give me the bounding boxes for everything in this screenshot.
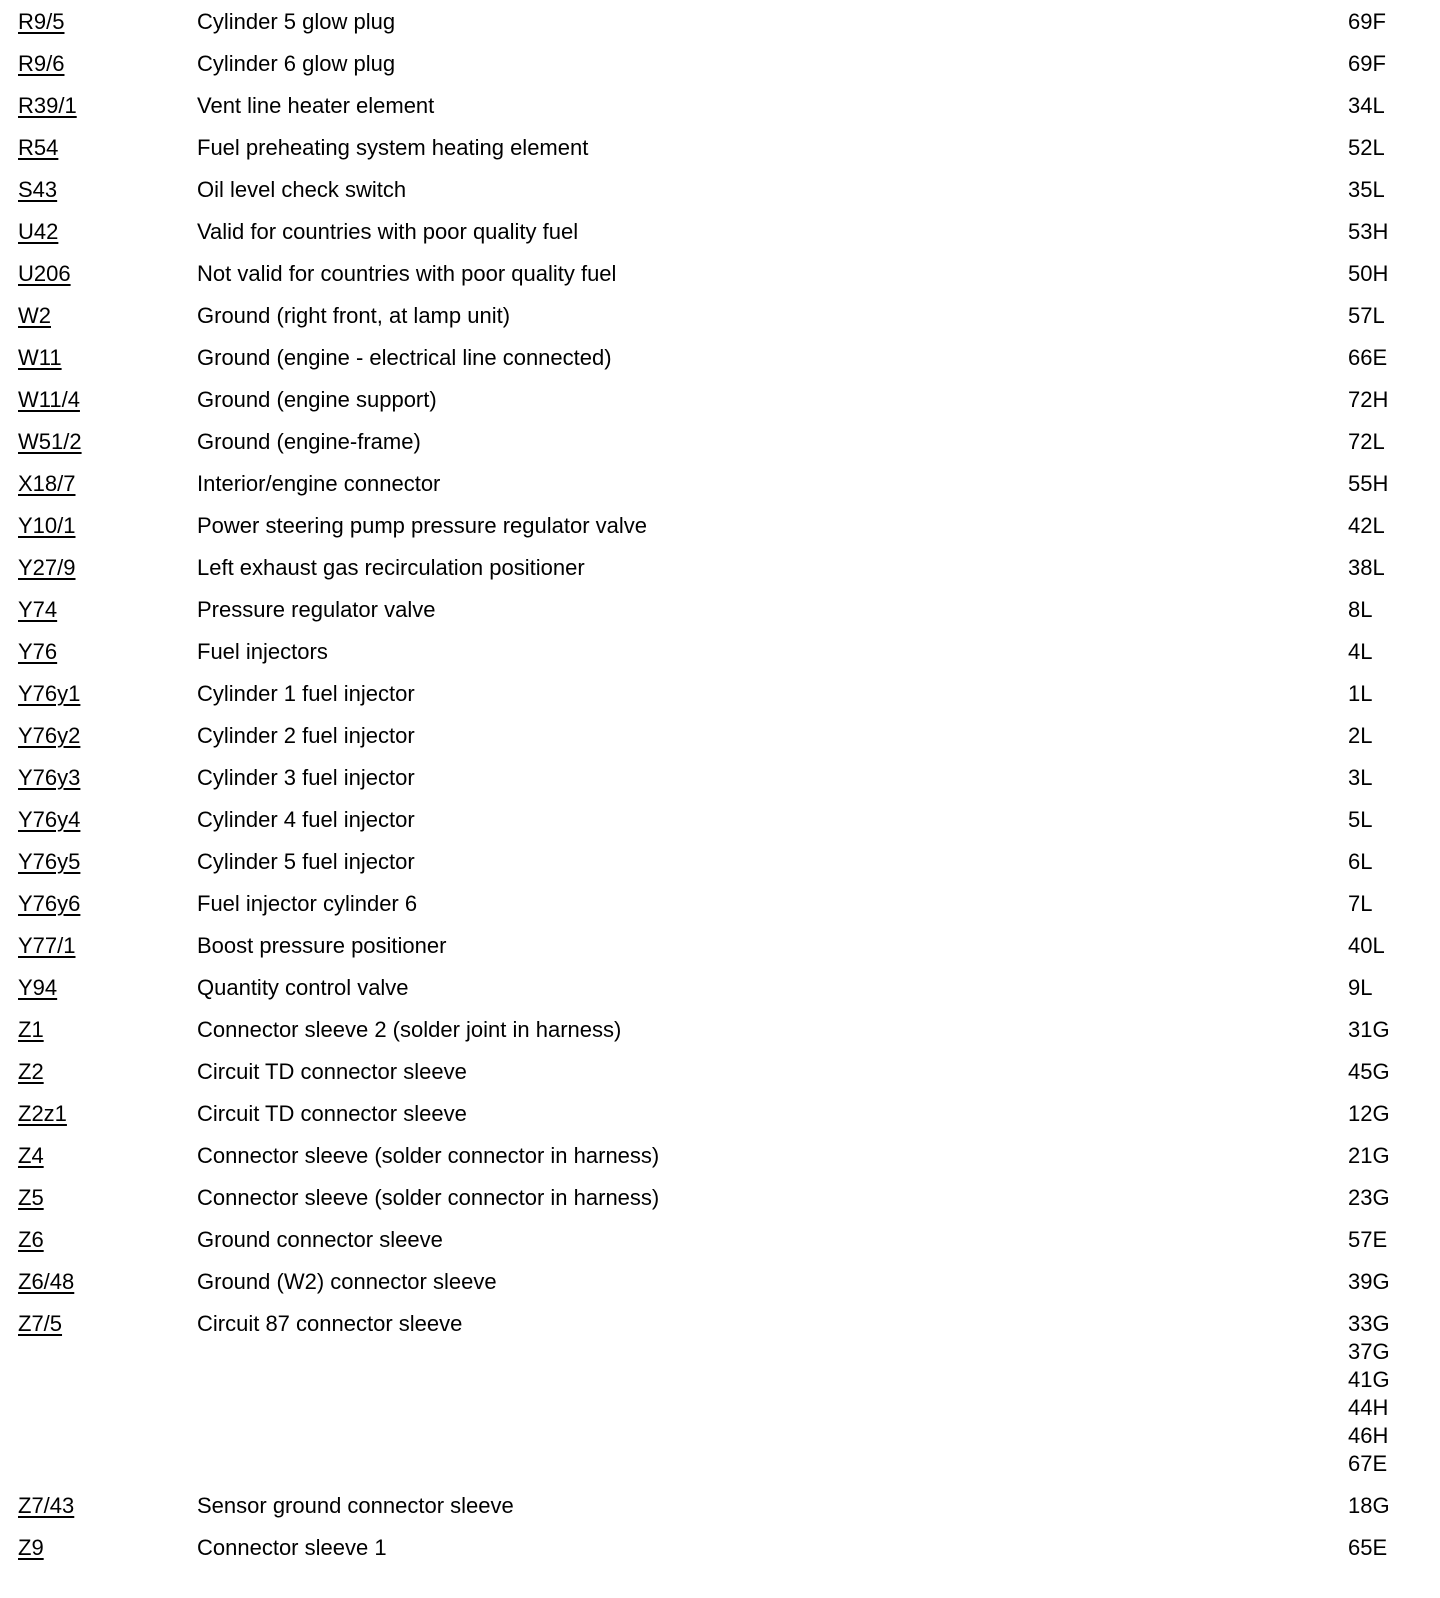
component-location-cell <box>1348 176 1440 204</box>
component-location: 8L <box>1348 597 1373 622</box>
component-description: Ground (engine support) <box>197 387 437 412</box>
component-code-link[interactable]: Y76y3 <box>18 765 81 790</box>
component-description: Interior/engine connector <box>197 471 441 496</box>
component-description: Cylinder 4 fuel injector <box>197 807 415 832</box>
legend-row <box>0 379 1440 421</box>
component-code-cell <box>18 1184 197 1212</box>
component-location: 69F <box>1348 9 1386 34</box>
component-code-cell <box>18 1142 197 1170</box>
component-code-cell <box>18 680 197 708</box>
component-description: Connector sleeve (solder connector in harness) <box>197 1143 660 1168</box>
component-code-link[interactable]: Y76y1 <box>18 681 81 706</box>
component-description: Ground connector sleeve <box>197 1227 443 1252</box>
component-location: 69F <box>1348 51 1386 76</box>
component-code-cell <box>18 1268 197 1296</box>
component-location: 21G <box>1348 1143 1390 1168</box>
component-location-cell <box>1348 134 1440 162</box>
component-code-cell <box>18 176 197 204</box>
component-location-cell <box>1348 1492 1440 1520</box>
component-description: Cylinder 5 fuel injector <box>197 849 415 874</box>
component-code-link[interactable]: Y76y5 <box>18 849 81 874</box>
component-location: 72H <box>1348 387 1389 412</box>
component-code-cell <box>18 218 197 246</box>
legend-row <box>0 1177 1440 1219</box>
component-location-cell <box>1348 428 1440 456</box>
legend-row <box>0 883 1440 925</box>
component-code-link[interactable]: Y76 <box>18 639 58 664</box>
component-location: 31G <box>1348 1017 1390 1042</box>
component-description: Cylinder 5 glow plug <box>197 9 396 34</box>
component-code-cell <box>18 638 197 666</box>
component-code-link[interactable]: Z6/48 <box>18 1269 75 1294</box>
component-code-link[interactable]: Z4 <box>18 1143 44 1168</box>
component-code-cell <box>18 554 197 582</box>
component-description: Ground (W2) connector sleeve <box>197 1269 497 1294</box>
component-location: 6L <box>1348 849 1373 874</box>
legend-row <box>0 1527 1440 1569</box>
legend-row <box>0 505 1440 547</box>
component-code-cell <box>18 1100 197 1128</box>
component-location-cell <box>1348 512 1440 540</box>
component-location-cell <box>1348 1142 1440 1170</box>
component-location: 4L <box>1348 639 1373 664</box>
legend-row <box>0 421 1440 463</box>
component-location-cell <box>1348 260 1440 288</box>
component-location-cell <box>1348 1100 1440 1128</box>
legend-row <box>0 127 1440 169</box>
component-location: 44H <box>1348 1395 1389 1420</box>
legend-row <box>0 43 1440 85</box>
component-location-cell <box>1348 92 1440 120</box>
component-location-cell <box>1348 8 1440 36</box>
component-code-link[interactable]: Z1 <box>18 1017 44 1042</box>
component-location: 57L <box>1348 303 1385 328</box>
component-code-link[interactable]: Y76y6 <box>18 891 81 916</box>
component-location: 40L <box>1348 933 1385 958</box>
component-location: 23G <box>1348 1185 1390 1210</box>
component-location: 57E <box>1348 1227 1388 1252</box>
legend-row <box>0 841 1440 883</box>
component-description: Circuit TD connector sleeve <box>197 1101 467 1126</box>
component-location: 33G <box>1348 1311 1390 1336</box>
component-code-cell <box>18 764 197 792</box>
component-code-cell <box>18 890 197 918</box>
component-location-cell <box>1348 1534 1440 1562</box>
component-location-cell <box>1348 1058 1440 1086</box>
component-code-cell <box>18 596 197 624</box>
component-code-cell <box>18 932 197 960</box>
component-description: Ground (right front, at lamp unit) <box>197 303 511 328</box>
component-code-link[interactable]: S43 <box>18 177 58 202</box>
legend-row <box>0 673 1440 715</box>
component-location: 65E <box>1348 1535 1388 1560</box>
component-code-link[interactable]: W51/2 <box>18 429 82 454</box>
component-code-link[interactable]: Z5 <box>18 1185 44 1210</box>
component-location-cell <box>1348 806 1440 834</box>
component-description: Connector sleeve (solder connector in harness) <box>197 1185 660 1210</box>
legend-row <box>0 85 1440 127</box>
component-description: Ground (engine - electrical line connected) <box>197 345 612 370</box>
component-location: 37G <box>1348 1339 1390 1364</box>
component-code-link[interactable]: Z7/5 <box>18 1311 63 1336</box>
component-code-link[interactable]: Z7/43 <box>18 1493 75 1518</box>
component-location: 7L <box>1348 891 1373 916</box>
component-location-cell <box>1348 848 1440 876</box>
component-description: Power steering pump pressure regulator valve <box>197 513 648 538</box>
component-code-link[interactable]: W11/4 <box>18 387 80 412</box>
component-description: Cylinder 3 fuel injector <box>197 765 415 790</box>
component-code-cell <box>18 92 197 120</box>
component-location: 52L <box>1348 135 1385 160</box>
component-description: Circuit 87 connector sleeve <box>197 1311 463 1336</box>
legend-row <box>0 1261 1440 1303</box>
component-code-cell <box>18 1058 197 1086</box>
component-code-link[interactable]: R54 <box>18 135 59 160</box>
component-code-link[interactable]: Y10/1 <box>18 513 76 538</box>
legend-row <box>0 1135 1440 1177</box>
component-location-cell <box>1348 554 1440 582</box>
component-location: 67E <box>1348 1451 1388 1476</box>
legend-row <box>0 925 1440 967</box>
component-location: 50H <box>1348 261 1389 286</box>
component-description: Vent line heater element <box>197 93 435 118</box>
component-location-cell <box>1348 470 1440 498</box>
component-location-cell <box>1348 50 1440 78</box>
component-description: Not valid for countries with poor quality fuel <box>197 261 617 286</box>
component-location: 41G <box>1348 1367 1390 1392</box>
legend-row <box>0 589 1440 631</box>
component-location-cell <box>1348 638 1440 666</box>
component-location-cell <box>1348 1016 1440 1044</box>
component-description: Boost pressure positioner <box>197 933 447 958</box>
component-location: 18G <box>1348 1493 1390 1518</box>
component-description: Pressure regulator valve <box>197 597 436 622</box>
component-code-cell <box>18 344 197 372</box>
legend-row <box>0 967 1440 1009</box>
component-description: Cylinder 1 fuel injector <box>197 681 415 706</box>
component-location-cell <box>1348 1226 1440 1254</box>
component-code-link[interactable]: Z2 <box>18 1059 44 1084</box>
component-code-link[interactable]: W11 <box>18 345 62 370</box>
component-code-link[interactable]: Y27/9 <box>18 555 76 580</box>
legend-row <box>0 1009 1440 1051</box>
component-code-link[interactable]: Y94 <box>18 975 58 1000</box>
legend-row <box>0 1219 1440 1261</box>
component-location: 34L <box>1348 93 1385 118</box>
component-location: 55H <box>1348 471 1389 496</box>
component-location: 3L <box>1348 765 1373 790</box>
component-location-cell <box>1348 1268 1440 1296</box>
component-code-link[interactable]: Z2z1 <box>18 1101 67 1126</box>
component-location-cell <box>1348 218 1440 246</box>
legend-row <box>0 1303 1440 1485</box>
component-description: Connector sleeve 1 <box>197 1535 387 1560</box>
component-code-cell <box>18 1310 197 1338</box>
component-location-cell <box>1348 764 1440 792</box>
component-code-link[interactable]: Z6 <box>18 1227 44 1252</box>
component-location-cell <box>1348 974 1440 1002</box>
component-location-cell <box>1348 680 1440 708</box>
component-code-cell <box>18 848 197 876</box>
component-location-cell <box>1348 932 1440 960</box>
component-location: 72L <box>1348 429 1385 454</box>
component-location-cell <box>1348 890 1440 918</box>
component-location: 38L <box>1348 555 1385 580</box>
legend-row <box>0 757 1440 799</box>
component-location: 5L <box>1348 807 1373 832</box>
component-location: 12G <box>1348 1101 1390 1126</box>
component-code-link[interactable]: Y77/1 <box>18 933 76 958</box>
component-location: 42L <box>1348 513 1385 538</box>
component-code-link[interactable]: R9/5 <box>18 9 65 34</box>
legend-row <box>0 715 1440 757</box>
component-code-cell <box>18 134 197 162</box>
legend-row <box>0 631 1440 673</box>
component-location: 35L <box>1348 177 1385 202</box>
component-description: Cylinder 2 fuel injector <box>197 723 415 748</box>
legend-row <box>0 1 1440 43</box>
component-code-cell <box>18 1226 197 1254</box>
legend-row <box>0 547 1440 589</box>
component-description: Fuel injector cylinder 6 <box>197 891 418 916</box>
component-location: 53H <box>1348 219 1389 244</box>
component-code-link[interactable]: U206 <box>18 261 71 286</box>
component-code-link[interactable]: R9/6 <box>18 51 65 76</box>
component-code-link[interactable]: Y74 <box>18 597 58 622</box>
component-code-cell <box>18 8 197 36</box>
component-code-link[interactable]: X18/7 <box>18 471 76 496</box>
legend-row <box>0 295 1440 337</box>
component-location: 9L <box>1348 975 1373 1000</box>
component-location-cell <box>1348 722 1440 750</box>
component-code-cell <box>18 806 197 834</box>
component-code-link[interactable]: Y76y2 <box>18 723 81 748</box>
component-code-cell <box>18 428 197 456</box>
component-location: 2L <box>1348 723 1373 748</box>
component-location-cell <box>1348 1310 1440 1478</box>
component-description: Sensor ground connector sleeve <box>197 1493 514 1518</box>
component-description: Connector sleeve 2 (solder joint in harness) <box>197 1017 622 1042</box>
component-location: 66E <box>1348 345 1388 370</box>
component-code-cell <box>18 386 197 414</box>
legend-row <box>0 799 1440 841</box>
legend-row <box>0 211 1440 253</box>
component-location-cell <box>1348 386 1440 414</box>
component-code-link[interactable]: Y76y4 <box>18 807 81 832</box>
component-location: 1L <box>1348 681 1373 706</box>
legend-row <box>0 1093 1440 1135</box>
component-description: Fuel injectors <box>197 639 328 664</box>
component-description: Fuel preheating system heating element <box>197 135 589 160</box>
component-description: Left exhaust gas recirculation positioner <box>197 555 585 580</box>
legend-row <box>0 463 1440 505</box>
component-code-link[interactable]: W2 <box>18 303 51 328</box>
component-location-cell <box>1348 1184 1440 1212</box>
component-description: Cylinder 6 glow plug <box>197 51 396 76</box>
component-description: Ground (engine-frame) <box>197 429 421 454</box>
component-code-cell <box>18 260 197 288</box>
component-location-cell <box>1348 596 1440 624</box>
component-description: Oil level check switch <box>197 177 407 202</box>
component-location-cell <box>1348 302 1440 330</box>
component-location-cell <box>1348 344 1440 372</box>
component-code-cell <box>18 1492 197 1520</box>
component-code-cell <box>18 50 197 78</box>
legend-row <box>0 253 1440 295</box>
component-location: 39G <box>1348 1269 1390 1294</box>
component-description: Valid for countries with poor quality fuel <box>197 219 579 244</box>
component-location: 46H <box>1348 1423 1389 1448</box>
legend-row <box>0 169 1440 211</box>
legend-row <box>0 337 1440 379</box>
component-code-cell <box>18 512 197 540</box>
component-code-link[interactable]: Z9 <box>18 1535 44 1560</box>
legend-row <box>0 1051 1440 1093</box>
component-code-link[interactable]: U42 <box>18 219 59 244</box>
component-location: 45G <box>1348 1059 1390 1084</box>
legend-row <box>0 1485 1440 1527</box>
component-code-cell <box>18 974 197 1002</box>
component-code-cell <box>18 470 197 498</box>
component-description: Circuit TD connector sleeve <box>197 1059 467 1084</box>
component-code-cell <box>18 1016 197 1044</box>
component-code-cell <box>18 1534 197 1562</box>
component-code-link[interactable]: R39/1 <box>18 93 77 118</box>
component-description: Quantity control valve <box>197 975 409 1000</box>
component-code-cell <box>18 722 197 750</box>
component-code-cell <box>18 302 197 330</box>
